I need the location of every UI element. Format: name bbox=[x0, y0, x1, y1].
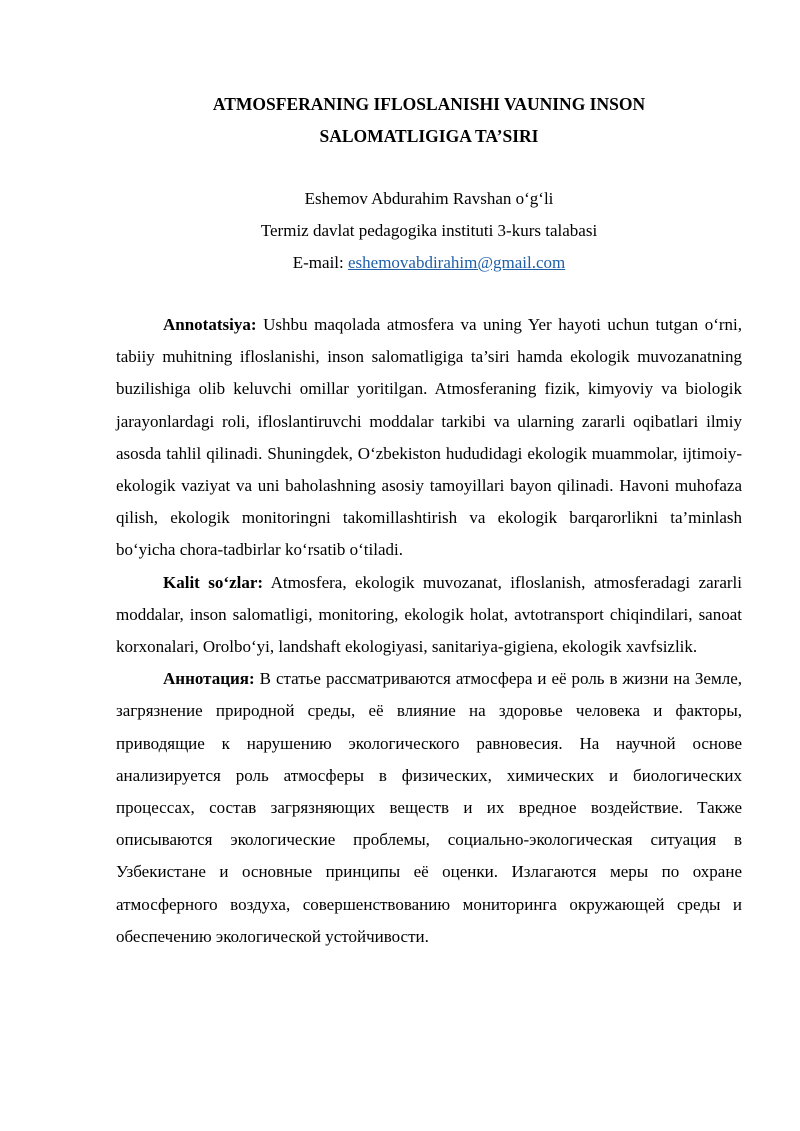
author-email-line bbox=[116, 247, 742, 279]
document-page bbox=[116, 88, 742, 953]
author-block bbox=[116, 183, 742, 279]
annotation-russian bbox=[116, 663, 742, 953]
annotation-russian-label: Аннотация: bbox=[163, 669, 255, 689]
article-title-line-1: ATMOSFERANING IFLOSLANISHI VAUNING INSON bbox=[212, 94, 646, 114]
keywords-uzbek-label: Kalit so‘zlar: bbox=[163, 572, 264, 592]
author-affiliation: Termiz davlat pedagogika instituti 3-kurs talabasi bbox=[260, 221, 598, 240]
keywords-uzbek-text: Atmosfera, ekologik muvozanat, ifloslanish, atmosferadagi zararli moddalar, inson salomatligi, monitoring, ekologik holat, avtotransport chiqindilari, sanoat korxonalari, Orolbo‘yi, landshaft ekologiyasi, sanitariya-gigiena, ekologik xavfsizlik. bbox=[116, 572, 742, 657]
email-link[interactable]: eshemovabdirahim@gmail.com bbox=[347, 253, 566, 272]
annotation-uzbek-label: Annotatsiya: bbox=[163, 315, 257, 334]
article-title-line-2: SALOMATLIGIGA TA’SIRI bbox=[319, 126, 539, 146]
annotation-uzbek bbox=[116, 309, 742, 567]
email-label: E-mail: bbox=[292, 253, 348, 272]
annotation-russian-text: В статье рассматриваются атмосфера и её роль в жизни на Земле, загрязнение природной среды, её влияние на здоровье человека и факторы, приводящие к нарушению экологического равновесия. На научной основе анализируется роль атмосферы в физических, химических и биологических процессах, состав загрязняющих веществ и их вредное воздействие. Также описываются экологические проблемы, социально-экологическая ситуация в Узбекистане и основные принципы её оценки. Излагаются меры по охране атмосферного воздуха, совершенствованию мониторинга окружающей среды и обеспечению экологической устойчивости. bbox=[116, 669, 742, 946]
keywords-uzbek bbox=[116, 567, 742, 664]
author-name: Eshemov Abdurahim Ravshan o‘g‘li bbox=[304, 189, 554, 208]
annotation-uzbek-text: Ushbu maqolada atmosfera va uning Yer hayoti uchun tutgan o‘rni, tabiiy muhitning ifloslanishi, inson salomatligiga ta’siri hamda ekologik muvozanatning buzilishiga olib keluvchi omillar yoritilgan. Atmosferaning fizik, kimyoviy va biologik jarayonlardagi roli, ifloslantiruvchi moddalar tarkibi va ularning zararli oqibatlari ilmiy asosda tahlil qilinadi. Shuningdek, O‘zbekiston hududidagi ekologik muammolar, ijtimoiy-ekologik vaziyat va uni baholashning asosiy tamoyillari bayon qilinadi. Havoni muhofaza qilish, ekologik monitoringni takomillashtirish va ekologik barqarorlikni ta’minlash bo‘yicha chora-tadbirlar ko‘rsatib o‘tiladi. bbox=[116, 315, 742, 560]
article-title bbox=[116, 88, 742, 152]
